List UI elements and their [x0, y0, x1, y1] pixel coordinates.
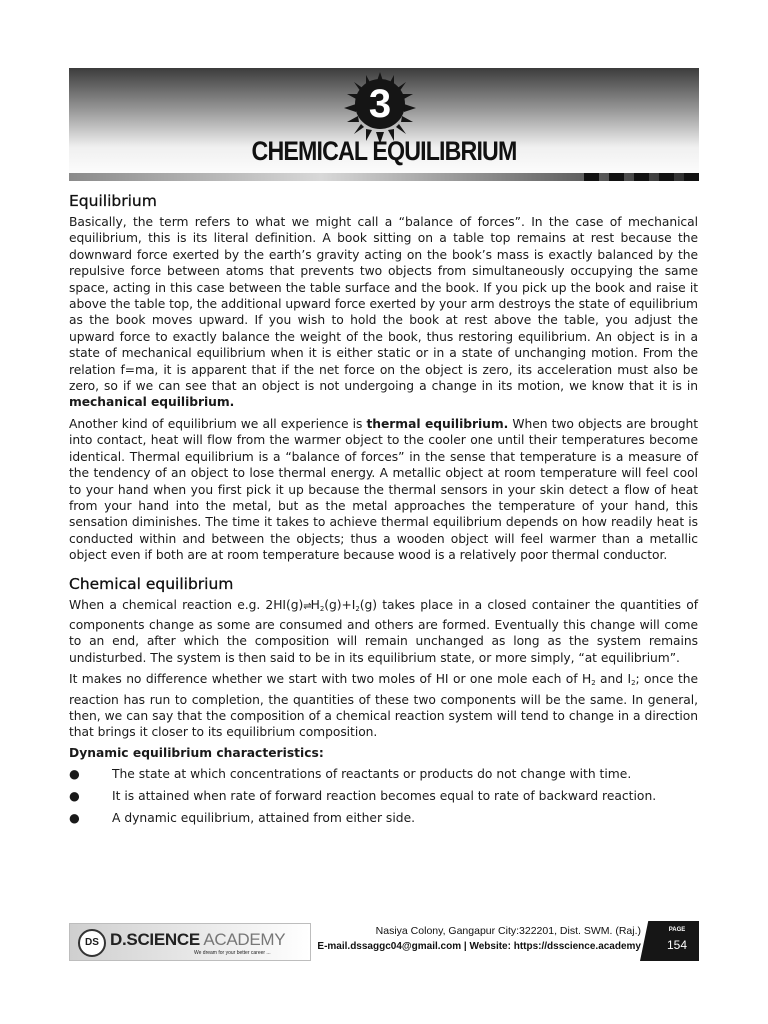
section-heading-equilibrium: Equilibrium: [69, 192, 157, 210]
address-line: Nasiya Colony, Gangapur City:322201, Dist. SWM. (Raj.): [375, 925, 641, 937]
equilibrium-arrow-icon: ⇌: [303, 600, 311, 612]
page-number: 154: [666, 938, 688, 952]
logo-tagline: We dream for your better career ...: [194, 950, 271, 956]
paragraph-thermal: Another kind of equilibrium we all experience is thermal equilibrium. When two objects are brought into contact, heat will flow from the warmer object to the cooler one until their temperatures become identical. Thermal equilibrium is a “balance of forces” in the sense that temperature is a measure of the tendency of an object to lose thermal energy. A metallic object at room temperature will feel cool to your hand when you first pick it up because the thermal sensors in your skin detect a flow of heat from your hand into the metal, but as the metal approaches the temperature of your hand, this sensation diminishes. The time it takes to achieve thermal equilibrium depends on how readily heat is conducted within and between the objects; thus a wooden object will feel warmer than a metallic object even if both are at room temperature because wood is a relatively poor thermal conductor.: [69, 416, 698, 563]
paragraph-composition: It makes no difference whether we start with two moles of HI or one mole each of $H_2$ and $I_2$; once the reaction has run to completion, the quantities of these two components will be the same. In general, then, we can say that the composition of a chemical reaction system will tend to change in a direction that brings it closer to its equilibrium composition.: [69, 672, 698, 740]
characteristics-list: [69, 766, 698, 826]
chapter-number: 3: [355, 79, 405, 129]
list-item: ● The state at which concentrations of reactants or products do not change with time.: [69, 766, 632, 781]
paragraph-chemical-reaction: When a chemical reaction e.g. $2HI(g)\rightleftharpoons H_2(g)+I_2(g)$ takes place in a closed container the quantities of components change as some are consumed and others are formed. Eventually this change will come to an end, after which the composition will remain unchanged as long as the system remains undisturbed. The system is then said to be in its equilibrium state, or more simply, “at equilibrium”.: [69, 597, 699, 665]
list-item: ● It is attained when rate of forward reaction becomes equal to rate of backward reaction.: [69, 788, 657, 803]
bullet-icon: ●: [69, 810, 80, 825]
paragraph-mechanical: Basically, the term refers to what we might call a “balance of forces”. In the case of mechanical equilibrium, this is its literal definition. A book sitting on a table top remains at rest because the downward force exerted by the earth’s gravity acting on the book’s mass is exactly balanced by the repulsive force between atoms that prevents two objects from simultaneously occupying the same space, acting in this case between the table surface and the book. If you pick up the book and raise it above the table top, the additional upward force exerted by your arm destroys the state of equilibrium as the book moves upward. If you wish to hold the book at rest above the table, you adjust the upward force to exactly balance the weight of the book, thus restoring equilibrium. An object is in a state of mechanical equilibrium when it is either static or in a state of unchanging motion. From the relation f=ma, it is apparent that if the net force on the object is zero, its acceleration must also be zero, so if we can see that an object is not undergoing a change in its motion, we know that it is in mechanical equilibrium.: [69, 215, 698, 410]
logo-name: D.SCIENCE ACADEMY: [110, 930, 286, 949]
bullet-icon: ●: [69, 788, 80, 803]
chapter-title: CHEMICAL EQUILIBRIUM: [251, 136, 517, 166]
dynamic-equilibrium-heading: Dynamic equilibrium characteristics:: [69, 745, 324, 760]
academy-logo: [69, 923, 311, 961]
list-item: ● A dynamic equilibrium, attained from either side.: [69, 810, 416, 825]
page-label: PAGE: [668, 927, 686, 933]
page-content: [69, 192, 698, 832]
banner-dashes: [584, 173, 699, 181]
section-heading-chemical: Chemical equilibrium: [69, 574, 234, 593]
bullet-icon: ●: [69, 766, 80, 781]
contact-line: E-mail.dssaggc04@gmail.com | Website: https://dsscience.academy: [317, 941, 641, 952]
footer-contact: [307, 924, 641, 954]
page-footer: [69, 921, 699, 961]
logo-emblem-icon: DS: [78, 929, 106, 957]
